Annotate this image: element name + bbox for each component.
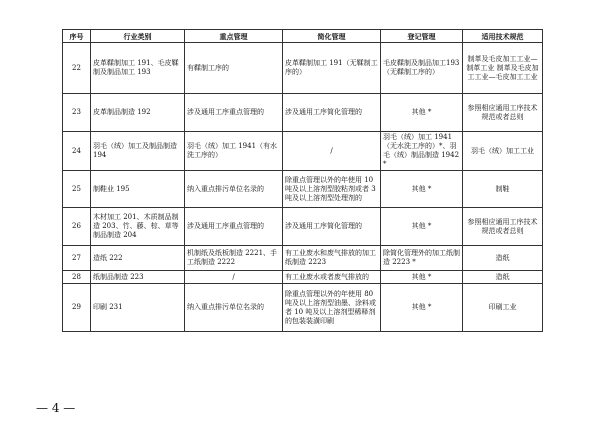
registration-cell: 除简化管理外的加工纸制造 2223 * (381, 246, 463, 271)
key-management-cell: / (185, 271, 283, 284)
table-row (63, 284, 543, 332)
registration-cell: 其他 * (381, 171, 463, 208)
permit-classification-table (62, 29, 543, 332)
simplified-management-cell: 除重点管理以外的年使用 10 吨及以上溶剂型胶粘剂或者 3 吨及以上溶剂型处理剂的 (283, 171, 381, 208)
norm-cell: 造纸 (463, 246, 543, 271)
simplified-management-cell: 有工业废水和废气排放的加工纸制造 2223 (283, 246, 381, 271)
table-row (63, 132, 543, 171)
norm-cell: 制革及毛皮加工工业—制革工业 制革及毛皮加工工业—毛皮加工工业 (463, 43, 543, 94)
industry-cell: 印刷 231 (91, 284, 185, 332)
registration-cell: 羽毛（绒）加工 1941（无水洗工序的）*、羽毛（绒）制品制造 1942 * (381, 132, 463, 171)
key-management-cell: 羽毛（绒）加工 1941（有水洗工序的） (185, 132, 283, 171)
table-row (63, 246, 543, 271)
norm-cell: 制鞋 (463, 171, 543, 208)
header-number: 序号 (63, 30, 91, 43)
simplified-management-cell: / (283, 132, 381, 171)
registration-cell: 其他 * (381, 284, 463, 332)
industry-cell: 制鞋业 195 (91, 171, 185, 208)
key-management-cell: 纳入重点排污单位名录的 (185, 171, 283, 208)
industry-cell: 羽毛（绒）加工及制品制造 194 (91, 132, 185, 171)
row-number: 27 (63, 246, 91, 271)
simplified-management-cell: 涉及通用工序简化管理的 (283, 208, 381, 246)
registration-cell: 其他 * (381, 271, 463, 284)
simplified-management-cell: 皮革鞣制加工 191（无鞣制工序的） (283, 43, 381, 94)
key-management-cell: 涉及通用工序重点管理的 (185, 94, 283, 132)
row-number: 25 (63, 171, 91, 208)
industry-cell: 造纸 222 (91, 246, 185, 271)
norm-cell: 印刷工业 (463, 284, 543, 332)
header-technical-norm: 适用技术规范 (463, 30, 543, 43)
registration-cell: 其他 * (381, 94, 463, 132)
simplified-management-cell: 除重点管理以外的年使用 80 吨及以上溶剂型油墨、涂料或者 10 吨及以上溶剂型稀释剂的包装装潢印刷 (283, 284, 381, 332)
simplified-management-cell: 涉及通用工序简化管理的 (283, 94, 381, 132)
registration-cell: 毛皮鞣制及制品加工193（无鞣制工序的） (381, 43, 463, 94)
row-number: 28 (63, 271, 91, 284)
header-simplified-management: 简化管理 (283, 30, 381, 43)
table-row (63, 208, 543, 246)
key-management-cell: 机制纸及纸板制造 2221、手工纸制造 2222 (185, 246, 283, 271)
norm-cell: 参照相应通用工序技术规范或者总则 (463, 94, 543, 132)
table-header-row (63, 30, 543, 43)
row-number: 24 (63, 132, 91, 171)
row-number: 26 (63, 208, 91, 246)
norm-cell: 参照相应通用工序技术规范或者总则 (463, 208, 543, 246)
row-number: 23 (63, 94, 91, 132)
header-key-management: 重点管理 (185, 30, 283, 43)
header-industry: 行业类别 (91, 30, 185, 43)
simplified-management-cell: 有工业废水或者废气排放的 (283, 271, 381, 284)
industry-cell: 皮革鞣制加工 191、毛皮鞣制及制品加工 193 (91, 43, 185, 94)
registration-cell: 其他 * (381, 208, 463, 246)
table-row (63, 43, 543, 94)
table-row (63, 171, 543, 208)
key-management-cell: 有鞣制工序的 (185, 43, 283, 94)
table-row (63, 271, 543, 284)
key-management-cell: 涉及通用工序重点管理的 (185, 208, 283, 246)
norm-cell: 羽毛（绒）加工工业 (463, 132, 543, 171)
industry-cell: 纸制品制造 223 (91, 271, 185, 284)
page-number: — 4 — (36, 401, 76, 415)
row-number: 29 (63, 284, 91, 332)
row-number: 22 (63, 43, 91, 94)
header-registration-management: 登记管理 (381, 30, 463, 43)
norm-cell: 造纸 (463, 271, 543, 284)
key-management-cell: 纳入重点排污单位名录的 (185, 284, 283, 332)
industry-cell: 皮革制品制造 192 (91, 94, 185, 132)
industry-cell: 木材加工 201、木质制品制造 203、竹、藤、棕、草等制品制造 204 (91, 208, 185, 246)
table-row (63, 94, 543, 132)
